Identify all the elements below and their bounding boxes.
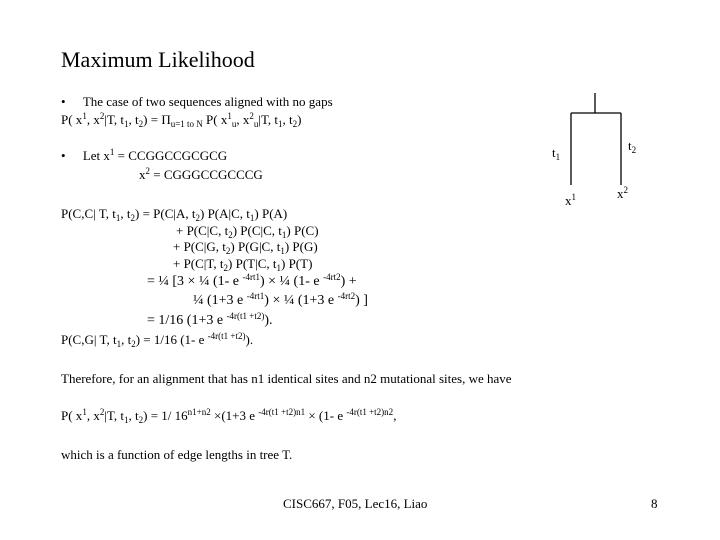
bullet-symbol: •	[61, 148, 66, 163]
tree-leaf-x2: $x^2$	[617, 185, 628, 201]
derivation-line-6: ¼ (1+3 e $^{-4rt1}$) × ¼ (1+3 e $^{-4rt2}$) ]	[193, 291, 368, 308]
likelihood-product-equation: P( $x^1$, $x^2|T$, $t_1$, $t_2) = \Pi_{u=1 to N}$ P( $x^1_u$, $x^2_u|T$, $t_1$, $t_2$)	[61, 111, 302, 129]
footer-course: CISC667, F05, Lec16, Liao	[283, 496, 428, 511]
derivation-line-3: + P(C|G, $t_2$) P(G|C, $t_1$) P(G)	[173, 239, 318, 256]
conclusion-text: which is a function of edge lengths in tree T.	[61, 447, 293, 462]
sequence-x1: = CCGGCCGCGCG	[114, 148, 228, 163]
derivation-line-1: P(C,C| T, $t_1$, $t_2) = P(C|A$, $t_2$) P(A|C, $t_1$) P(A)	[61, 206, 288, 223]
bullet-symbol: •	[61, 94, 66, 109]
final-likelihood-equation: P( $x^1$, $x^2|T$, $t_1$, $t_2) = 1/$ $16^{n1+n2} \times(1+3$ e $^{-4r(t1 +t2)n1}$ × (1- e $^{-4r(t1 +t2)n2}$,	[61, 407, 397, 425]
derivation-line-5: = ¼ [3 × ¼ (1- e $^{-4rt1}$) × ¼ (1- e $^{-4rt2}$) +	[147, 272, 357, 289]
bullet-2: • Let $x^1$ = CCGGCCGCGCG	[61, 147, 228, 163]
product-symbol: Π	[161, 112, 171, 127]
derivation-line-7: = 1/16 (1+3 e $^{-4r(t1 +t2)}$).	[147, 311, 273, 328]
therefore-text: Therefore, for an alignment that has n1 identical sites and n2 mutational sites, we have	[61, 371, 512, 386]
page-number: 8	[651, 496, 658, 511]
slide-title: Maximum Likelihood	[61, 47, 255, 72]
derivation-line-4: + P(C|T, $t_2$) P(T|C, $t_1$) P(T)	[173, 256, 313, 273]
derivation-line-2: + P(C|C, $t_2$) P(C|C, $t_1$) P(C)	[176, 223, 319, 240]
sequence-x2-line: $x^2$ = CGGGCCGCCCG	[139, 166, 263, 182]
tree-leaf-x1: $x^1$	[565, 192, 576, 208]
sequence-x2: = CGGGCCGCCCG	[150, 167, 263, 182]
tree-label-t2: $t_2$	[628, 138, 637, 155]
derivation-line-8: P(C,G| T, $t_1$, $t_2) = 1/16$ (1- e $^{-4r(t1 +t2)}$).	[61, 331, 254, 349]
bullet-1-text: The case of two sequences aligned with no gaps	[82, 94, 333, 109]
tree-label-t1: $t_1$	[552, 145, 561, 162]
